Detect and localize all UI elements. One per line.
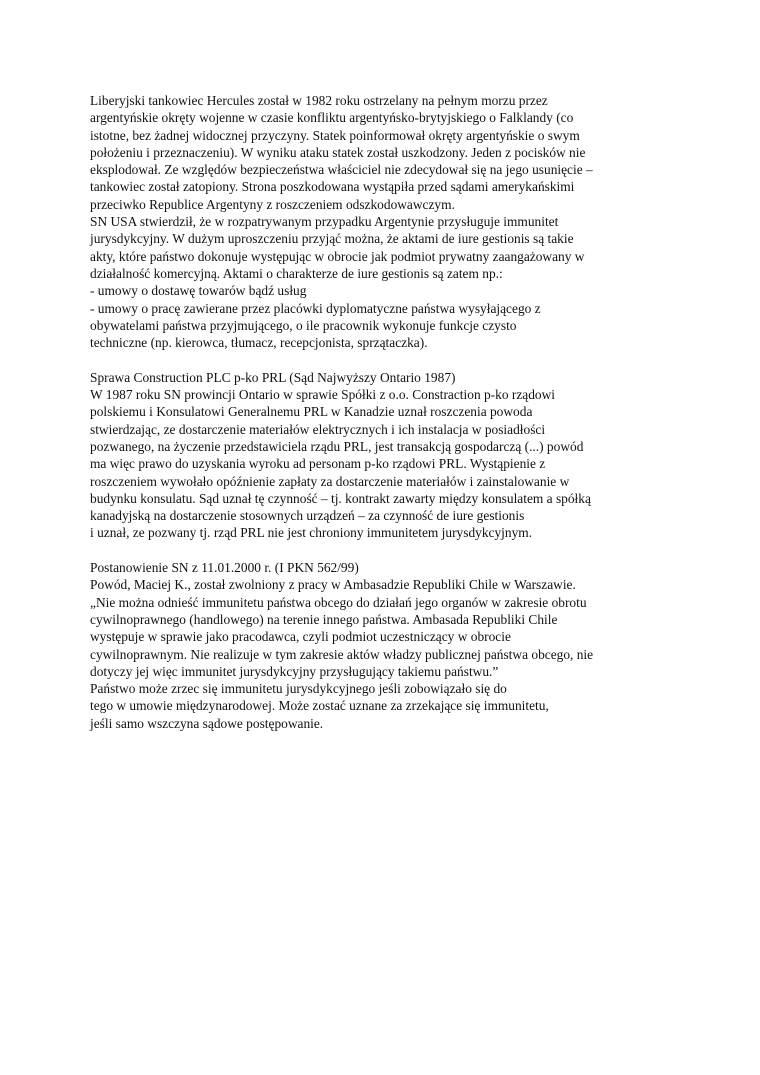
quote-line: występuje w sprawie jako pracodawca, czyli podmiot uczestniczący w obrocie bbox=[90, 629, 511, 645]
text-line: obywatelami państwa przyjmującego, o ile pracownik wykonuje funkcje czysto bbox=[90, 317, 517, 333]
paragraph-gap bbox=[90, 542, 690, 559]
text-line: stwierdzając, ze dostarczenie materiałów elektrycznych i ich instalacja w posiadłości bbox=[90, 421, 546, 437]
text-line: przeciwko Republice Argentyny z roszczeniem odszkodowawczym. bbox=[90, 196, 455, 212]
case-heading: Postanowienie SN z 11.01.2000 r. (I PKN 562/99) bbox=[90, 560, 359, 576]
quote-line: dotyczy jej więc immunitet jurysdykcyjny przysługujący takiemu państwu.” bbox=[90, 663, 499, 679]
paragraph-gap bbox=[90, 351, 690, 368]
text-line: argentyńskie okręty wojenne w czasie konfliktu argentyńsko-brytyjskiego o Falklandy (co bbox=[90, 110, 574, 126]
list-item: - umowy o dostawę towarów bądź usług bbox=[90, 283, 307, 299]
text-line: Państwo może zrzec się immunitetu jurysdykcyjnego jeśli zobowiązało się do bbox=[90, 681, 507, 697]
text-line: budynku konsulatu. Sąd uznał tę czynność – tj. kontrakt zawarty między konsulatem a spółką bbox=[90, 490, 591, 506]
text-line: działalność komercyjną. Aktami o charakterze de iure gestionis są zatem np.: bbox=[90, 265, 503, 281]
text-line: istotne, bez żadnej widocznej przyczyny. Statek poinformował okręty argentyńskie o swym bbox=[90, 127, 580, 143]
text-line: pozwanego, na życzenie przedstawiciela rządu PRL, jest transakcją gospodarczą (...) powód bbox=[90, 438, 584, 454]
text-line: jurysdykcyjny. W dużym uproszczeniu przyjąć można, że aktami de iure gestionis są takie bbox=[90, 231, 574, 247]
case-heading: Sprawa Construction PLC p-ko PRL (Sąd Najwyższy Ontario 1987) bbox=[90, 369, 456, 385]
text-line: SN USA stwierdził, że w rozpatrywanym przypadku Argentynie przysługuje immunitet bbox=[90, 214, 559, 230]
text-line: W 1987 roku SN prowincji Ontario w sprawie Spółki z o.o. Constraction p-ko rządowi bbox=[90, 387, 556, 403]
text-line: techniczne (np. kierowca, tłumacz, recepcjonista, sprzątaczka). bbox=[90, 335, 428, 351]
paragraph-sn-ruling bbox=[90, 559, 690, 732]
text-line: Liberyjski tankowiec Hercules został w 1982 roku ostrzelany na pełnym morzu przez bbox=[90, 93, 548, 108]
paragraph-construction-plc-case bbox=[90, 369, 690, 542]
text-line: tankowiec został zatopiony. Strona poszkodowana wystąpiła przed sądami amerykańskimi bbox=[90, 179, 575, 195]
text-line: tego w umowie międzynarodowej. Może zostać uznane za zrzekające się immunitetu, bbox=[90, 698, 549, 714]
quote-line: „Nie można odnieść immunitetu państwa obcego do działań jego organów w zakresie obrotu bbox=[90, 594, 587, 610]
text-line: akty, które państwo dokonuje występując w obrocie jak podmiot prywatny zaangażowany w bbox=[90, 248, 585, 264]
text-line: polskiemu i Konsulatowi Generalnemu PRL w Kanadzie uznał roszczenia powoda bbox=[90, 404, 533, 420]
text-line: i uznał, ze pozwany tj. rząd PRL nie jest chroniony immunitetem jurysdykcyjnym. bbox=[90, 525, 533, 541]
text-line: kanadyjską na dostarczenie stosownych urządzeń – za czynność de iure gestionis bbox=[90, 508, 525, 524]
paragraph-hercules-case bbox=[90, 92, 690, 351]
quote-line: cywilnoprawnym. Nie realizuje w tym zakresie aktów władzy publicznej państwa obcego, nie bbox=[90, 646, 594, 662]
text-line: położeniu i przeznaczeniu). W wyniku ataku statek został uszkodzony. Jeden z pocisków nie bbox=[90, 144, 586, 160]
list-item: - umowy o pracę zawierane przez placówki dyplomatyczne państwa wysyłającego z bbox=[90, 300, 541, 316]
text-line: jeśli samo wszczyna sądowe postępowanie. bbox=[90, 715, 324, 731]
quote-line: cywilnoprawnego (handlowego) na terenie innego państwa. Ambasada Republiki Chile bbox=[90, 611, 558, 627]
text-line: roszczeniem wywołało opóźnienie zapłaty za dostarczenie materiałów i zainstalowanie w bbox=[90, 473, 570, 489]
text-line: eksplodował. Ze względów bezpieczeństwa właściciel nie zdecydował się na jego usunięcie – bbox=[90, 162, 593, 178]
text-line: ma więc prawo do uzyskania wyroku ad personam p-ko rządowi PRL. Wystąpienie z bbox=[90, 456, 546, 472]
text-line: Powód, Maciej K., został zwolniony z pracy w Ambasadzie Republiki Chile w Warszawie. bbox=[90, 577, 576, 593]
document-body bbox=[90, 92, 690, 732]
